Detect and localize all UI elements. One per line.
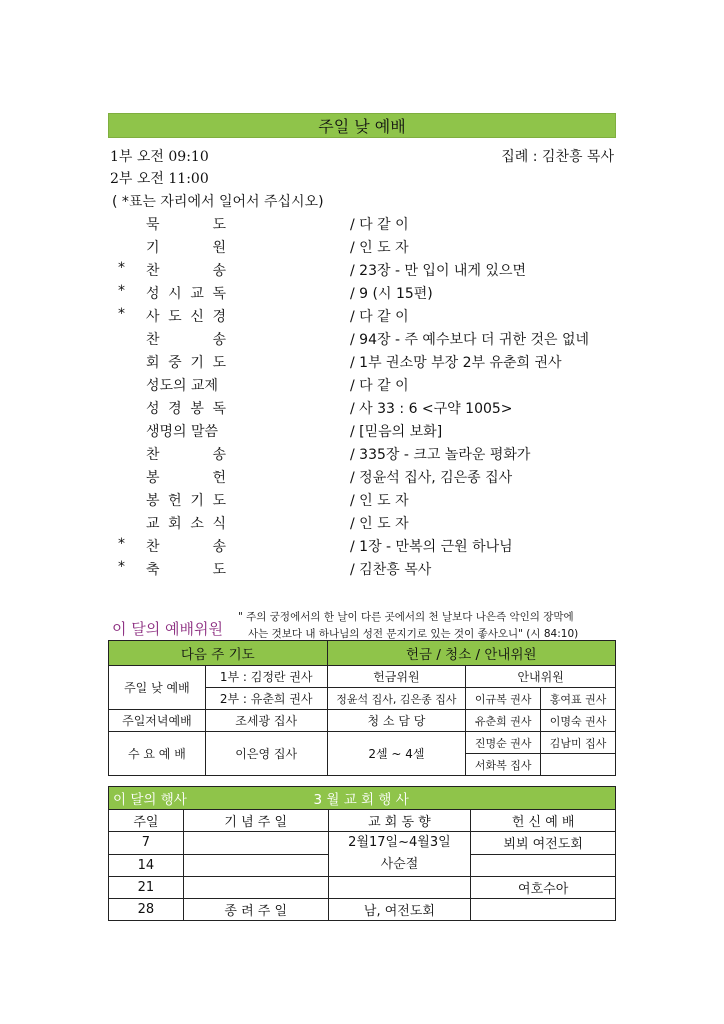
service-second-time: 2부 오전 11:00 <box>110 171 209 187</box>
order-star: * <box>118 283 125 299</box>
event-memorial <box>183 832 328 855</box>
usher-2b: 이명숙 권사 <box>541 710 616 732</box>
order-item-name <box>146 260 226 280</box>
order-item-value: / 김찬흥 목사 <box>350 562 432 578</box>
order-item-name-part: 소 <box>190 516 204 532</box>
order-item-name-part: 성도의 교제 <box>146 378 219 394</box>
usher-1b: 홍여표 권사 <box>541 688 616 710</box>
order-item-name <box>146 306 226 326</box>
order-star: * <box>118 559 125 575</box>
event-trend-lent: 사순절 <box>380 857 419 872</box>
order-item-value: / 1부 권소망 부장 2부 유춘희 권사 <box>350 355 562 371</box>
order-item-value: / 9 (시 15편) <box>350 286 433 302</box>
order-item-name-part: 도 <box>212 493 226 509</box>
order-item-name-part: 찬 <box>146 447 160 463</box>
order-item-name <box>146 214 226 234</box>
order-item-name-part: 사 <box>146 309 160 325</box>
order-item-name <box>146 375 218 395</box>
order-item-name <box>146 329 226 349</box>
order-item-name-part: 신 <box>190 309 204 325</box>
events-label <box>109 787 409 810</box>
order-item-name-part: 식 <box>212 516 226 532</box>
cleaning-title: 청 소 담 당 <box>327 710 466 732</box>
header-offering: 헌금 / 청소 / 안내위원 <box>327 641 615 666</box>
order-item-name-part: 송 <box>212 447 226 463</box>
order-item-name <box>146 237 226 257</box>
prayer-first: 1부 : 김정란 권사 <box>205 666 327 688</box>
order-item-name-part: 경 <box>212 309 226 325</box>
events-table <box>108 786 616 921</box>
events-column-header: 주일 <box>109 810 184 832</box>
order-item-name-part: 회 <box>146 355 160 371</box>
order-item-name-part: 찬 <box>146 539 160 555</box>
order-star: * <box>118 260 125 276</box>
usher-4b <box>541 754 616 776</box>
usher-3b: 김남미 집사 <box>541 732 616 754</box>
order-item-name-part: 회 <box>168 516 182 532</box>
order-item-value: / 23장 - 만 입이 내게 있으면 <box>350 263 526 279</box>
event-trend-period: 2월17일~4월3일 <box>348 835 451 850</box>
order-item-value: / 다 같 이 <box>350 309 409 325</box>
order-item-name-part: 묵 <box>146 217 160 233</box>
order-item-value: / [믿음의 보화] <box>350 424 443 440</box>
offering-names: 정윤석 집사, 김은종 집사 <box>327 688 466 710</box>
order-item-value: / 1장 - 만복의 근원 하나님 <box>350 539 513 555</box>
order-item-name-part: 봉 <box>146 470 160 486</box>
order-item-name-part: 독 <box>212 401 226 417</box>
order-item-name-part: 생명의 말씀 <box>146 424 219 440</box>
order-item-name <box>146 559 226 579</box>
event-week: 21 <box>109 877 184 899</box>
order-item-name-part: 헌 <box>212 470 226 486</box>
order-item-name-part: 기 <box>190 355 204 371</box>
order-item-value: / 335장 - 크고 놀라운 평화가 <box>350 447 531 463</box>
order-item-name <box>146 421 218 441</box>
order-item-name <box>146 283 226 303</box>
order-item-name <box>146 444 226 464</box>
usher-2a: 유춘희 권사 <box>466 710 541 732</box>
cleaning-value: 2셀 ~ 4셀 <box>327 732 466 776</box>
order-item-name-part: 축 <box>146 562 160 578</box>
order-item-name-part: 도 <box>212 355 226 371</box>
events-column-headers <box>109 810 616 832</box>
order-item-name <box>146 490 226 510</box>
order-item-name <box>146 398 226 418</box>
order-item-value: / 다 같 이 <box>350 378 409 394</box>
order-item-name-part: 교 <box>146 516 160 532</box>
order-item-name-part: 기 <box>146 240 160 256</box>
order-item-name-part: 찬 <box>146 263 160 279</box>
event-devotion <box>471 899 616 921</box>
order-item-name-part: 찬 <box>146 332 160 348</box>
officiant: 집례 : 김찬흥 목사 <box>501 149 614 165</box>
usher-3a: 진명순 권사 <box>466 732 541 754</box>
header-prayer: 다음 주 기도 <box>109 641 328 666</box>
order-item-name-part: 원 <box>212 240 226 256</box>
order-item-name <box>146 467 226 487</box>
order-item-name-part: 시 <box>168 286 182 302</box>
order-item-value: / 인 도 자 <box>350 240 409 256</box>
events-column-header: 기 념 주 일 <box>183 810 328 832</box>
order-item-value: / 다 같 이 <box>350 217 409 233</box>
usher-title: 안내위원 <box>466 666 616 688</box>
quote-line-2: 사는 것보다 내 하나님의 성전 문지기로 있는 것이 좋사오니" (시 84:10) <box>248 628 579 640</box>
usher-1a: 이규복 권사 <box>466 688 541 710</box>
order-item-name-part: 헌 <box>168 493 182 509</box>
event-trend: 남, 여전도회 <box>328 899 471 921</box>
order-item-name-part: 중 <box>168 355 182 371</box>
standing-note: ( *표는 자리에서 일어서 주십시오) <box>112 194 324 210</box>
order-item-value: / 94장 - 주 예수보다 더 귀한 것은 없네 <box>350 332 589 348</box>
quote-line-1: " 주의 궁정에서의 한 날이 다른 곳에서의 천 날보다 나은즉 악인의 장막에 <box>238 611 574 623</box>
order-star: * <box>118 536 125 552</box>
event-trend <box>328 832 471 877</box>
order-item-name-part: 봉 <box>190 401 204 417</box>
events-title: 3 월 교 회 행 사 <box>313 792 409 808</box>
event-week: 14 <box>109 854 184 877</box>
order-item-name-part: 봉 <box>146 493 160 509</box>
events-label-text: 이 달의 행사 <box>113 792 187 808</box>
service-first-time: 1부 오전 09:10 <box>110 149 209 165</box>
prayer-second: 2부 : 유춘희 권사 <box>205 688 327 710</box>
order-item-name <box>146 513 226 533</box>
event-week: 28 <box>109 899 184 921</box>
order-item-name-part: 송 <box>212 263 226 279</box>
event-memorial <box>183 877 328 899</box>
order-item-name <box>146 536 226 556</box>
order-item-value: / 정윤석 집사, 김은종 집사 <box>350 470 513 486</box>
order-item-name-part: 독 <box>212 286 226 302</box>
order-item-name-part: 기 <box>190 493 204 509</box>
wednesday-prayer: 이은영 집사 <box>205 732 327 776</box>
order-item-value: / 인 도 자 <box>350 516 409 532</box>
events-column-header: 헌 신 예 배 <box>471 810 616 832</box>
committee-table <box>108 640 616 776</box>
event-devotion: 뵈뵈 여전도회 <box>471 832 616 855</box>
order-item-value: / 인 도 자 <box>350 493 409 509</box>
event-devotion: 여호수아 <box>471 877 616 899</box>
sunday-service-label: 주일 낮 예배 <box>109 666 206 710</box>
order-item-name-part: 도 <box>212 562 226 578</box>
event-devotion <box>471 854 616 877</box>
order-item-name-part: 성 <box>146 401 160 417</box>
order-item-name-part: 송 <box>212 539 226 555</box>
order-item-name-part: 도 <box>212 217 226 233</box>
committee-label: 이 달의 예배위원 <box>112 620 223 638</box>
order-item-name-part: 성 <box>146 286 160 302</box>
event-trend <box>328 877 471 899</box>
order-item-name-part: 송 <box>212 332 226 348</box>
event-week: 7 <box>109 832 184 855</box>
order-item-name-part: 교 <box>190 286 204 302</box>
order-item-value: / 사 33 : 6 <구약 1005> <box>350 401 513 417</box>
events-column-header: 교 회 동 향 <box>328 810 471 832</box>
wednesday-service-label: 수 요 예 배 <box>109 732 206 776</box>
offering-title: 헌금위원 <box>327 666 466 688</box>
order-item-name <box>146 352 226 372</box>
order-item-name-part: 경 <box>168 401 182 417</box>
event-memorial: 종 려 주 일 <box>183 899 328 921</box>
order-item-name-part: 도 <box>168 309 182 325</box>
evening-prayer: 조세광 집사 <box>205 710 327 732</box>
order-star: * <box>118 306 125 322</box>
event-memorial <box>183 854 328 877</box>
evening-service-label: 주일저녁예배 <box>109 710 206 732</box>
usher-4a: 서화복 집사 <box>466 754 541 776</box>
page-title: 주일 낮 예배 <box>108 113 616 138</box>
